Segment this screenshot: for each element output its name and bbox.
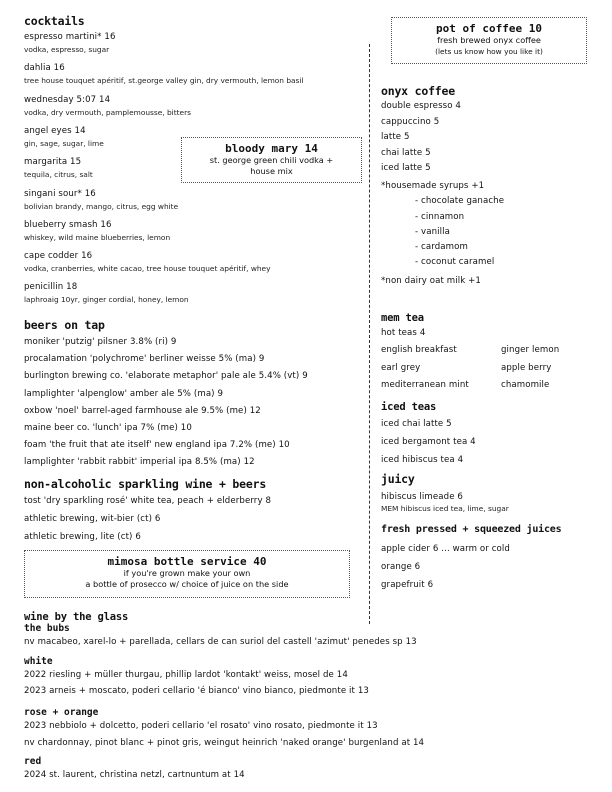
coffee-item: latte 5 [381, 132, 410, 142]
tea-item: english breakfast [381, 345, 457, 355]
non-alcoholic-item: athletic brewing, wit-bier (ct) 6 [24, 514, 161, 524]
cocktail-name: singani sour* 16 [24, 189, 96, 199]
cocktail-name: angel eyes 14 [24, 126, 86, 136]
cocktail-desc: tree house touquet apéritif, st.george valley gin, dry vermouth, lemon basil [24, 76, 304, 85]
tea-item: apple berry [501, 363, 552, 373]
non-alcoholic-item: tost 'dry sparkling rosé' white tea, peach + elderberry 8 [24, 496, 272, 506]
bloody-mary-box [181, 137, 362, 183]
wine-item: 2023 arneis + moscato, poderi cellario 'é bianco' vino bianco, piedmonte it 13 [24, 686, 369, 696]
cocktail-name: margarita 15 [24, 157, 82, 167]
wine-subheading: white [24, 656, 53, 667]
cocktail-name: blueberry smash 16 [24, 220, 112, 230]
wine-item: nv macabeo, xarel-lo + parellada, cellars de can suriol del castell 'azimut' penedes sp 13 [24, 637, 417, 647]
cocktail-name: penicillin 18 [24, 282, 78, 292]
bloody-mary-line: house mix [250, 166, 293, 176]
bloody-mary-line: st. george green chili vodka + [209, 155, 334, 165]
coffee-item: iced latte 5 [381, 163, 431, 173]
cocktail-desc: laphroaig 10yr, ginger cordial, honey, lemon [24, 295, 189, 304]
cocktail-desc: vodka, dry vermouth, pamplemousse, bitters [24, 108, 191, 117]
tea-item: mediterranean mint [381, 380, 469, 390]
juice-item: apple cider 6 ... warm or cold [381, 544, 510, 554]
syrup-item: - cinnamon [415, 212, 465, 222]
juicy-desc: MEM hibiscus iced tea, lime, sugar [381, 504, 509, 513]
iced-tea-item: iced chai latte 5 [381, 419, 452, 429]
wine-item: 2022 riesling + müller thurgau, phillip lardot 'kontakt' weiss, mosel de 14 [24, 670, 348, 680]
mimosa-title: mimosa bottle service 40 [107, 555, 267, 568]
pot-of-coffee-line: fresh brewed onyx coffee [437, 35, 541, 45]
juicy-heading: juicy [381, 472, 415, 486]
non-alcoholic-heading: non-alcoholic sparkling wine + beers [24, 477, 267, 491]
cocktails-heading: cocktails [24, 14, 85, 28]
mimosa-line: if you're grown make your own [123, 568, 251, 578]
coffee-item: chai latte 5 [381, 148, 431, 158]
syrup-item: - coconut caramel [415, 257, 495, 267]
cocktail-name: espresso martini* 16 [24, 32, 116, 42]
tea-item: chamomile [501, 380, 550, 390]
cocktail-name: cape codder 16 [24, 251, 93, 261]
hot-teas-label: hot teas 4 [381, 328, 426, 338]
cocktail-desc: whiskey, wild maine blueberries, lemon [24, 233, 171, 242]
fresh-juice-heading: fresh pressed + squeezed juices [381, 524, 562, 535]
beer-item: procalamation 'polychrome' berliner weisse 5% (ma) 9 [24, 354, 265, 364]
beer-item: foam 'the fruit that ate itself' new england ipa 7.2% (me) 10 [24, 440, 290, 450]
beer-item: lamplighter 'alpenglow' amber ale 5% (ma) 9 [24, 389, 224, 399]
oat-milk-note: *non dairy oat milk +1 [381, 276, 481, 286]
coffee-item: double espresso 4 [381, 101, 461, 111]
juice-item: grapefruit 6 [381, 580, 434, 590]
cocktail-name: dahlia 16 [24, 63, 65, 73]
wine-subheading: red [24, 756, 42, 767]
syrup-item: - vanilla [415, 227, 450, 237]
cocktail-desc: vodka, cranberries, white cacao, tree house touquet apéritif, whey [24, 264, 271, 273]
beer-item: oxbow 'noel' barrel-aged farmhouse ale 9.5% (me) 12 [24, 406, 261, 416]
tea-item: ginger lemon [501, 345, 560, 355]
cocktail-desc: vodka, espresso, sugar [24, 45, 110, 54]
cocktail-desc: bolivian brandy, mango, citrus, egg white [24, 202, 179, 211]
juicy-item: hibiscus limeade 6 [381, 492, 463, 502]
iced-tea-item: iced hibiscus tea 4 [381, 455, 464, 465]
wine-item: 2024 st. laurent, christina netzl, cartnuntum at 14 [24, 770, 245, 780]
cocktail-desc: gin, sage, sugar, lime [24, 139, 104, 148]
bloody-mary-title: bloody mary 14 [225, 142, 318, 155]
iced-teas-heading: iced teas [381, 401, 437, 413]
mem-tea-heading: mem tea [381, 312, 424, 324]
mimosa-line: a bottle of prosecco w/ choice of juice on the side [85, 579, 289, 589]
pot-of-coffee-title: pot of coffee 10 [436, 22, 542, 35]
wine-subheading: rose + orange [24, 707, 99, 718]
wine-heading: wine by the glass [24, 611, 129, 623]
juice-item: orange 6 [381, 562, 421, 572]
beer-item: burlington brewing co. 'elaborate metaphor' pale ale 5.4% (vt) 9 [24, 371, 308, 381]
beer-item: lamplighter 'rabbit rabbit' imperial ipa 8.5% (ma) 12 [24, 457, 255, 467]
pot-of-coffee-line: (lets us know how you like it) [435, 47, 543, 56]
cocktail-name: wednesday 5:07 14 [24, 95, 111, 105]
beer-item: moniker 'putzig' pilsner 3.8% (ri) 9 [24, 337, 177, 347]
syrup-item: - chocolate ganache [415, 196, 505, 206]
column-divider [369, 44, 370, 624]
syrups-heading: *housemade syrups +1 [381, 181, 485, 191]
wine-item: 2023 nebbiolo + dolcetto, poderi cellario 'el rosato' vino rosato, piedmonte it 13 [24, 721, 378, 731]
wine-item: nv chardonnay, pinot blanc + pinot gris, weingut heinrich 'naked orange' burgenland at 14 [24, 738, 425, 748]
pot-of-coffee-box [391, 17, 587, 64]
tea-item: earl grey [381, 363, 421, 373]
beer-item: maine beer co. 'lunch' ipa 7% (me) 10 [24, 423, 192, 433]
wine-subheading: the bubs [24, 623, 70, 634]
cocktail-desc: tequila, citrus, salt [24, 170, 93, 179]
non-alcoholic-item: athletic brewing, lite (ct) 6 [24, 532, 141, 542]
onyx-heading: onyx coffee [381, 84, 455, 98]
mimosa-box [24, 550, 350, 598]
beers-heading: beers on tap [24, 318, 105, 332]
syrup-item: - cardamom [415, 242, 468, 252]
iced-tea-item: iced bergamont tea 4 [381, 437, 476, 447]
coffee-item: cappuccino 5 [381, 117, 440, 127]
